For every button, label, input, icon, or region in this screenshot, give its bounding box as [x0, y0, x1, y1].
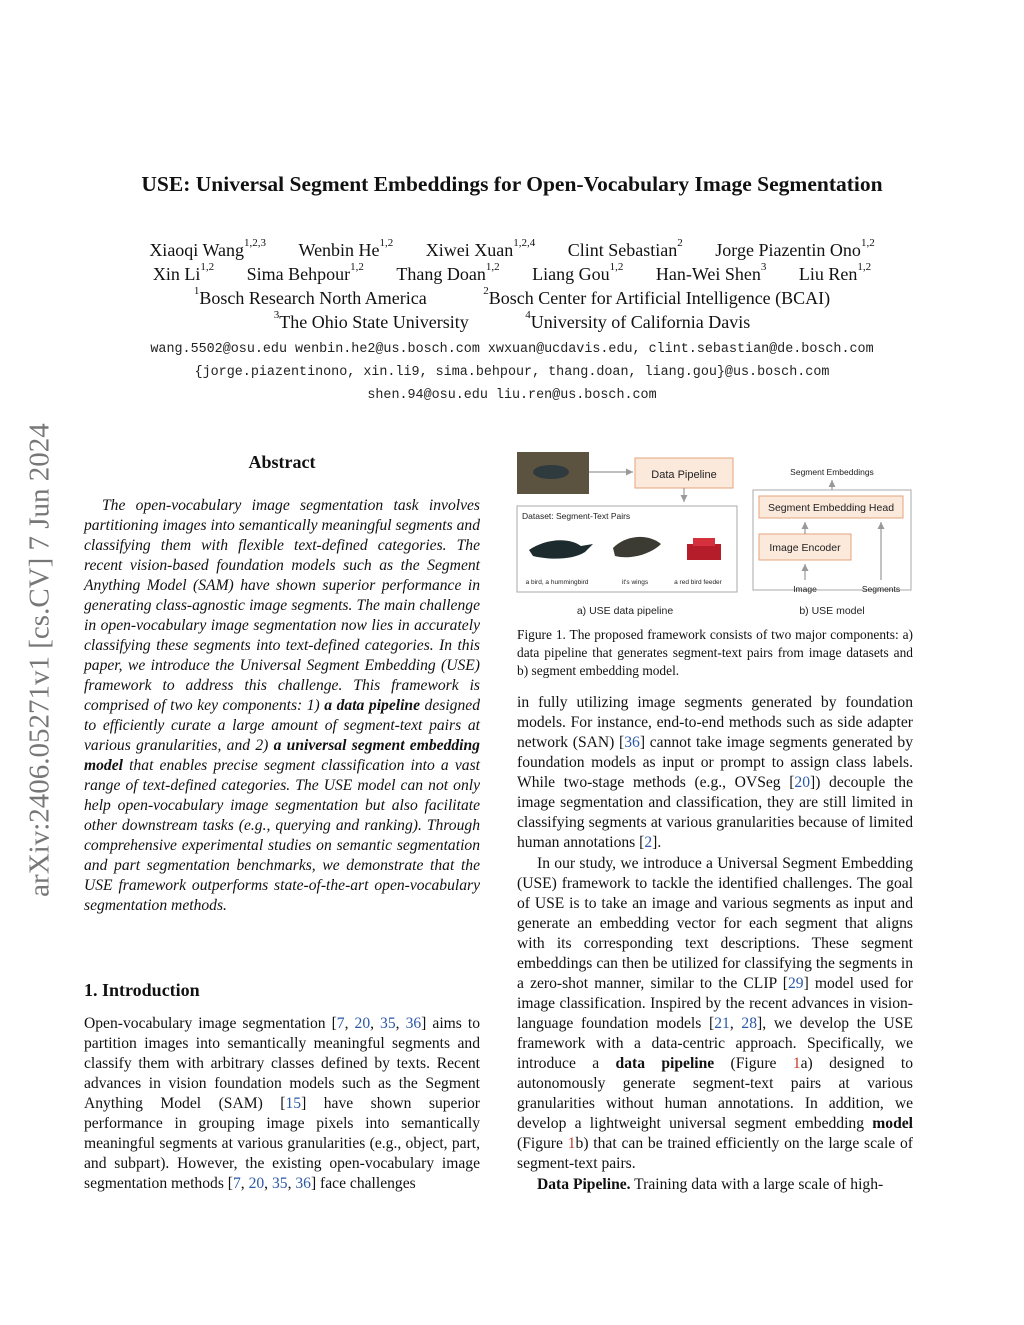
author: Liang Gou$^{1,2}$	[532, 261, 624, 284]
segment-embeddings-label: Segment Embeddings	[790, 467, 874, 477]
citation-link[interactable]: 36	[295, 1175, 311, 1192]
citation-link[interactable]: 7	[336, 1015, 345, 1032]
emails-line-3: shen.94@osu.edu liu.ren@us.bosch.com	[367, 388, 657, 403]
citation-link[interactable]: 20	[354, 1015, 371, 1032]
affiliation: $^4$University of California Davis	[525, 309, 751, 332]
right-paragraph-2: In our study, we introduce a Universal Segment Embedding (USE) framework to tackle the identified challenges. The goal of USE is to take an image and various segments as input and generate an embedding vector for each segment that aligns with its corresponding text descriptions. These segment embeddings can then be utilized for classifying the segments in a zero-shot manner, similar to the CLIP [29] model used for image classification. Inspired by the recent advances in vision-language foundation models [21, 28], we develop the USE framework with a data-centric approach. Specifically, we introduce a data pipeline (Figure 1a) designed to autonomously generate segment-text pairs at various granularities without human annotations. In addition, we develop a lightweight universal segment embedding model (Figure 1b) that can be trained efficiently on the large scale of segment-text pairs.	[517, 855, 914, 1172]
data-pipeline-label: Data Pipeline	[651, 469, 717, 481]
segment-head-label: Segment Embedding Head	[767, 502, 895, 514]
citation-link[interactable]: 29	[787, 975, 804, 992]
emails-line-1: wang.5502@osu.edu wenbin.he2@us.bosch.com xwxuan@ucdavis.edu, clint.sebastian@de.bosch.com	[150, 342, 874, 357]
affiliations-row-2	[60, 309, 964, 333]
citation-link[interactable]: 36	[624, 734, 640, 751]
subcaption-b: b) USE model	[799, 605, 865, 617]
figure-1-diagram	[515, 448, 915, 620]
abstract-body: The open-vocabulary image segmentation task involves partitioning images into semantically meaningful segments and classifying them with flexible text-defined categories. The recent vision-based foundation models such as the Segment Anything Model (SAM) have shown superior performance in generating class-agnostic image segments. The main challenge in open-vocabulary image segmentation now lies in accurately classifying these segments into text-defined categories. In this paper, we introduce the Universal Segment Embedding (USE) framework to address this challenge. This framework is comprised of two key components: 1) a data pipeline designed to efficiently curate a large amount of segment-text pairs at various granularities, and 2) a universal segment embedding model that enables precise segment classification into a vast range of text-defined categories. The USE model can not only help open-vocabulary image segmentation but also facilitate other downstream tasks (e.g., querying and ranking). Through comprehensive experimental studies on semantic segmentation and part segmentation benchmarks, we demonstrate that the USE framework outperforms state-of-the-art open-vocabulary segmentation methods.	[84, 497, 480, 914]
affiliation: $^2$Bosch Center for Artificial Intelligence (BCAI)	[483, 285, 831, 308]
figure-1-caption: Figure 1. The proposed framework consists of two major components: a) data pipeline that generates segment-text pairs from image datasets and b) segment embedding model.	[517, 627, 913, 678]
pair-caption-3: a red bird feeder	[674, 579, 722, 586]
citation-link[interactable]: 35	[271, 1175, 288, 1192]
authors-row-2	[60, 261, 964, 285]
figure-ref-link[interactable]: 1	[567, 1135, 576, 1152]
image-input-label: Image	[793, 584, 817, 594]
pair-caption-2: it's wings	[621, 579, 649, 586]
author: Xin Li$^{1,2}$	[152, 261, 215, 284]
intro-body: Open-vocabulary image segmentation [7, 20, 35, 36] aims to partition images into semantically meaningful segments and classify them with arbitrary classes defined by texts. Recent advances in vision foundation models such as the Segment Anything Model (SAM) [15] have shown superior performance in grouping image pixels into semantically meaningful segments at various granularities (e.g., object, part, and subpart). However, the existing open-vocabulary image segmentation methods [7, 20, 35, 36] face challenges	[84, 1015, 481, 1192]
emails-line-2: {jorge.piazentinono, xin.li9, sima.behpour, thang.doan, liang.gou}@us.bosch.com	[194, 365, 830, 380]
right-paragraph-1: in fully utilizing image segments generated by foundation models. For instance, end-to-end methods such as side adapter network (SAN) [36] cannot take image segments generated by foundation models as input or prompt to assign class labels. While two-stage methods (e.g., OVSeg [20]) decouple the image segmentation and classification, they are still limited in classifying segments at various granularities because of limited human annotations [2].	[517, 694, 914, 851]
pair-caption-1: a bird, a hummingbird	[525, 579, 589, 586]
author: Jorge Piazentin Ono$^{1,2}$	[715, 237, 875, 260]
citation-link[interactable]: 35	[380, 1015, 396, 1032]
dataset-label: Dataset: Segment-Text Pairs	[522, 511, 631, 521]
intro-heading: 1. Introduction	[84, 980, 200, 1000]
figure-ref-link[interactable]: 1	[792, 1055, 801, 1072]
citation-link[interactable]: 36	[405, 1015, 422, 1032]
subcaption-a: a) USE data pipeline	[576, 605, 674, 617]
author: Wenbin He$^{1,2}$	[298, 237, 394, 260]
affiliation: $^1$Bosch Research North America	[193, 285, 427, 308]
author: Clint Sebastian$^2$	[567, 237, 683, 260]
author: Sima Behpour$^{1,2}$	[246, 261, 364, 284]
affiliations-row-1	[60, 285, 964, 309]
citation-link[interactable]: 7	[232, 1175, 241, 1192]
citation-link[interactable]: 20	[794, 774, 811, 791]
author: Thang Doan$^{1,2}$	[396, 261, 500, 284]
arxiv-sidebar	[10, 370, 70, 950]
paper-title: USE: Universal Segment Embeddings for Open-Vocabulary Image Segmentation	[141, 172, 883, 196]
citation-link[interactable]: 2	[644, 834, 653, 851]
authors-row-1	[60, 237, 964, 261]
figure-1	[515, 448, 915, 620]
hummingbird-photo	[533, 465, 569, 479]
citation-link[interactable]: 28	[741, 1015, 758, 1032]
citation-link[interactable]: 21	[714, 1015, 730, 1032]
author: Xiaoqi Wang$^{1,2,3}$	[149, 237, 267, 260]
affiliation: $^3$The Ohio State University	[273, 309, 469, 332]
right-paragraph-3: Data Pipeline. Training data with a large scale of high-	[537, 1176, 884, 1193]
abstract-heading: Abstract	[248, 452, 316, 472]
arxiv-id: arXiv:2406.05271v1 [cs.CV] 7 Jun 2024	[23, 423, 56, 897]
author: Xiwei Xuan$^{1,2,4}$	[425, 237, 536, 260]
feeder-silhouette	[687, 544, 721, 560]
image-encoder-label: Image Encoder	[769, 542, 841, 554]
citation-link[interactable]: 20	[248, 1175, 265, 1192]
author: Liu Ren$^{1,2}$	[798, 261, 872, 284]
segments-input-label: Segments	[861, 584, 901, 594]
author: Han-Wei Shen$^3$	[655, 261, 767, 284]
citation-link[interactable]: 15	[285, 1095, 302, 1112]
